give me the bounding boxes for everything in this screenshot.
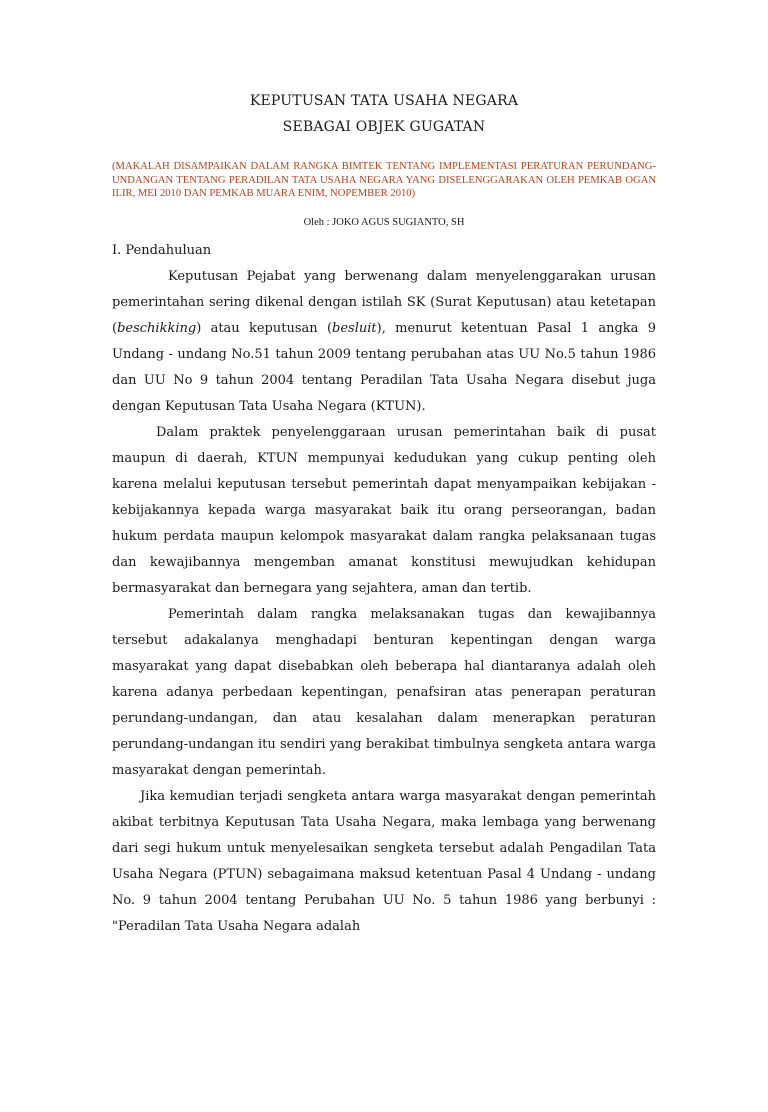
section-heading: I. Pendahuluan <box>112 242 212 258</box>
document-page <box>0 88 768 1112</box>
paragraph-1-italic-term-2: besluit <box>332 320 377 336</box>
document-title-line2: SEBAGAI OBJEK GUGATAN <box>282 119 486 135</box>
document-title-line1: KEPUTUSAN TATA USAHA NEGARA <box>249 93 519 109</box>
document-subtitle: (MAKALAH DISAMPAIKAN DALAM RANGKA BIMTEK TENTANG IMPLEMENTASI PERATURAN PERUNDANG-UNDANGAN TENTANG PERADILAN TATA USAHA NEGARA YANG DISELENGGARAKAN OLEH PEMKAB OGAN ILIR, MEI 2010 DAN PEMKAB MUARA ENIM, NOPEMBER 2010) <box>112 161 656 200</box>
paragraph-1-part-a: Keputusan Pejabat yang berwenang dalam menyelenggarakan urusan pemerintahan sering dikenal dengan istilah SK (Surat Keputusan) atau ketetapan ( <box>112 268 656 336</box>
paragraph-1-part-b: ) atau keputusan ( <box>196 320 333 336</box>
paragraph-1 <box>112 264 656 420</box>
paragraph-4: Jika kemudian terjadi sengketa antara warga masyarakat dengan pemerintah akibat terbitnya Keputusan Tata Usaha Negara, maka lembaga yang berwenang dari segi hukum untuk menyelesaikan sengketa tersebut adalah Pengadilan Tata Usaha Negara (PTUN) sebagaimana maksud ketentuan Pasal 4 Undang - undang No. 9 tahun 2004 tentang Perubahan UU No. 5 tahun 1986 yang berbunyi : "Peradilan Tata Usaha Negara adalah <box>112 788 656 934</box>
paragraph-3: Pemerintah dalam rangka melaksanakan tugas dan kewajibannya tersebut adakalanya menghadapi benturan kepentingan dengan warga masyarakat yang dapat disebabkan oleh beberapa hal diantaranya adalah oleh karena adanya perbedaan kepentingan, penafsiran atas penerapan peraturan perundang-undangan, dan atau kesalahan dalam menerapkan peraturan perundang-undangan itu sendiri yang berakibat timbulnya sengketa antara warga masyarakat dengan pemerintah. <box>112 606 656 778</box>
paragraph-1-italic-term-1: beschikking <box>117 320 197 336</box>
document-author: Oleh : JOKO AGUS SUGIANTO, SH <box>303 216 465 228</box>
paragraph-2: Dalam praktek penyelenggaraan urusan pemerintahan baik di pusat maupun di daerah, KTUN mempunyai kedudukan yang cukup penting oleh karena melalui keputusan tersebut pemerintah dapat menyampaikan kebijakan - kebijakannya kepada warga masyarakat baik itu orang perseorangan, badan hukum perdata maupun kelompok masyarakat dalam rangka pelaksanaan tugas dan kewajibannya mengemban amanat konstitusi mewujudkan kehidupan bermasyarakat dan bernegara yang sejahtera, aman dan tertib. <box>112 424 656 596</box>
paragraph-1-part-c: ), menurut ketentuan Pasal 1 angka 9 Undang - undang No.51 tahun 2009 tentang perubahan atas UU No.5 tahun 1986 dan UU No 9 tahun 2004 tentang Peradilan Tata Usaha Negara disebut juga dengan Keputusan Tata Usaha Negara (KTUN). <box>112 320 656 414</box>
document-body <box>112 264 656 940</box>
